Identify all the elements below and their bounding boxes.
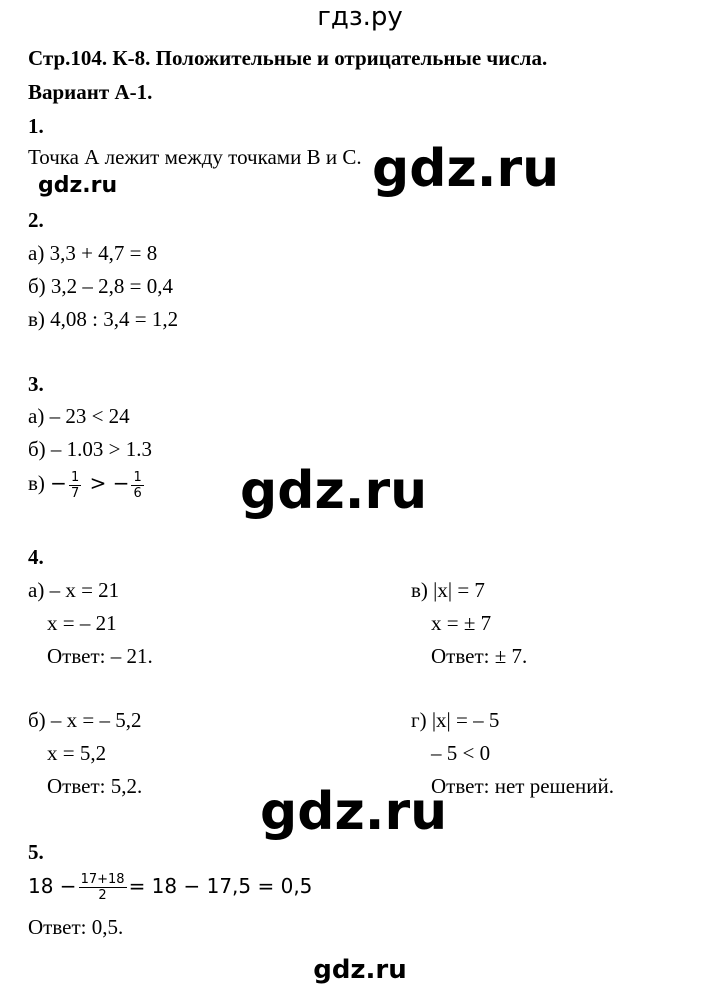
task-4a-line-1: а) – x = 21 [28, 578, 120, 602]
watermark-large: gdz.ru [260, 782, 448, 842]
task-4b-line-2: x = 5,2 [47, 741, 107, 765]
task-4g-line-2: – 5 < 0 [431, 741, 491, 765]
task-4v-line-2: x = ± 7 [431, 611, 492, 635]
task-2c: в) 4,08 : 3,4 = 1,2 [28, 307, 179, 331]
fraction-sum-over-2 [79, 872, 127, 903]
watermark-large: gdz.ru [240, 461, 428, 521]
fraction-1-6 [131, 470, 143, 501]
task-5-number: 5. [28, 840, 44, 864]
task-3-number: 3. [28, 372, 44, 396]
task-2a: а) 3,3 + 4,7 = 8 [28, 241, 158, 265]
task-3c-operator: > − [83, 471, 130, 495]
fraction-denominator: 6 [133, 485, 142, 501]
task-3b: б) – 1.03 > 1.3 [28, 437, 153, 461]
fraction-numerator: 1 [133, 469, 142, 485]
task-1-number: 1. [28, 114, 44, 138]
fraction-numerator: 1 [70, 469, 80, 485]
task-2-number: 2. [28, 208, 44, 232]
task-4g-line-1: г) |x| = – 5 [411, 708, 500, 732]
watermark-footer: gdz.ru [313, 955, 407, 985]
task-3c-minus: − [50, 471, 67, 495]
task-4b-line-1: б) – x = – 5,2 [28, 708, 142, 732]
watermark-large: gdz.ru [372, 139, 560, 199]
task-4g-line-3: Ответ: нет решений. [431, 774, 614, 798]
task-3a: а) – 23 < 24 [28, 404, 130, 428]
fraction-numerator: 17+18 [80, 872, 125, 887]
task-5-answer: Ответ: 0,5. [28, 915, 124, 939]
watermark-small: gdz.ru [38, 173, 118, 198]
variant-label: Вариант А-1. [28, 80, 153, 104]
task-5-prefix: 18 − [28, 874, 77, 898]
task-5-suffix: = 18 − 17,5 = 0,5 [128, 874, 313, 898]
page-title: Стр.104. К-8. Положительные и отрицательные числа. [28, 46, 548, 70]
task-4a-line-2: x = – 21 [47, 611, 117, 635]
task-4a-line-3: Ответ: – 21. [47, 644, 153, 668]
task-4v-line-3: Ответ: ± 7. [431, 644, 528, 668]
fraction-denominator: 7 [70, 485, 80, 501]
task-4-number: 4. [28, 545, 44, 569]
fraction-denominator: 2 [98, 888, 107, 903]
task-3c [28, 466, 146, 501]
task-2b: б) 3,2 – 2,8 = 0,4 [28, 274, 174, 298]
task-4v-line-1: в) |x| = 7 [411, 578, 485, 602]
task-1-answer: Точка А лежит между точками B и C. [28, 145, 362, 169]
task-4b-line-3: Ответ: 5,2. [47, 774, 143, 798]
site-header: гдз.ру [317, 2, 403, 32]
task-3c-prefix: в) [28, 471, 51, 495]
fraction-1-7 [69, 470, 81, 501]
task-5-expression [28, 866, 312, 906]
